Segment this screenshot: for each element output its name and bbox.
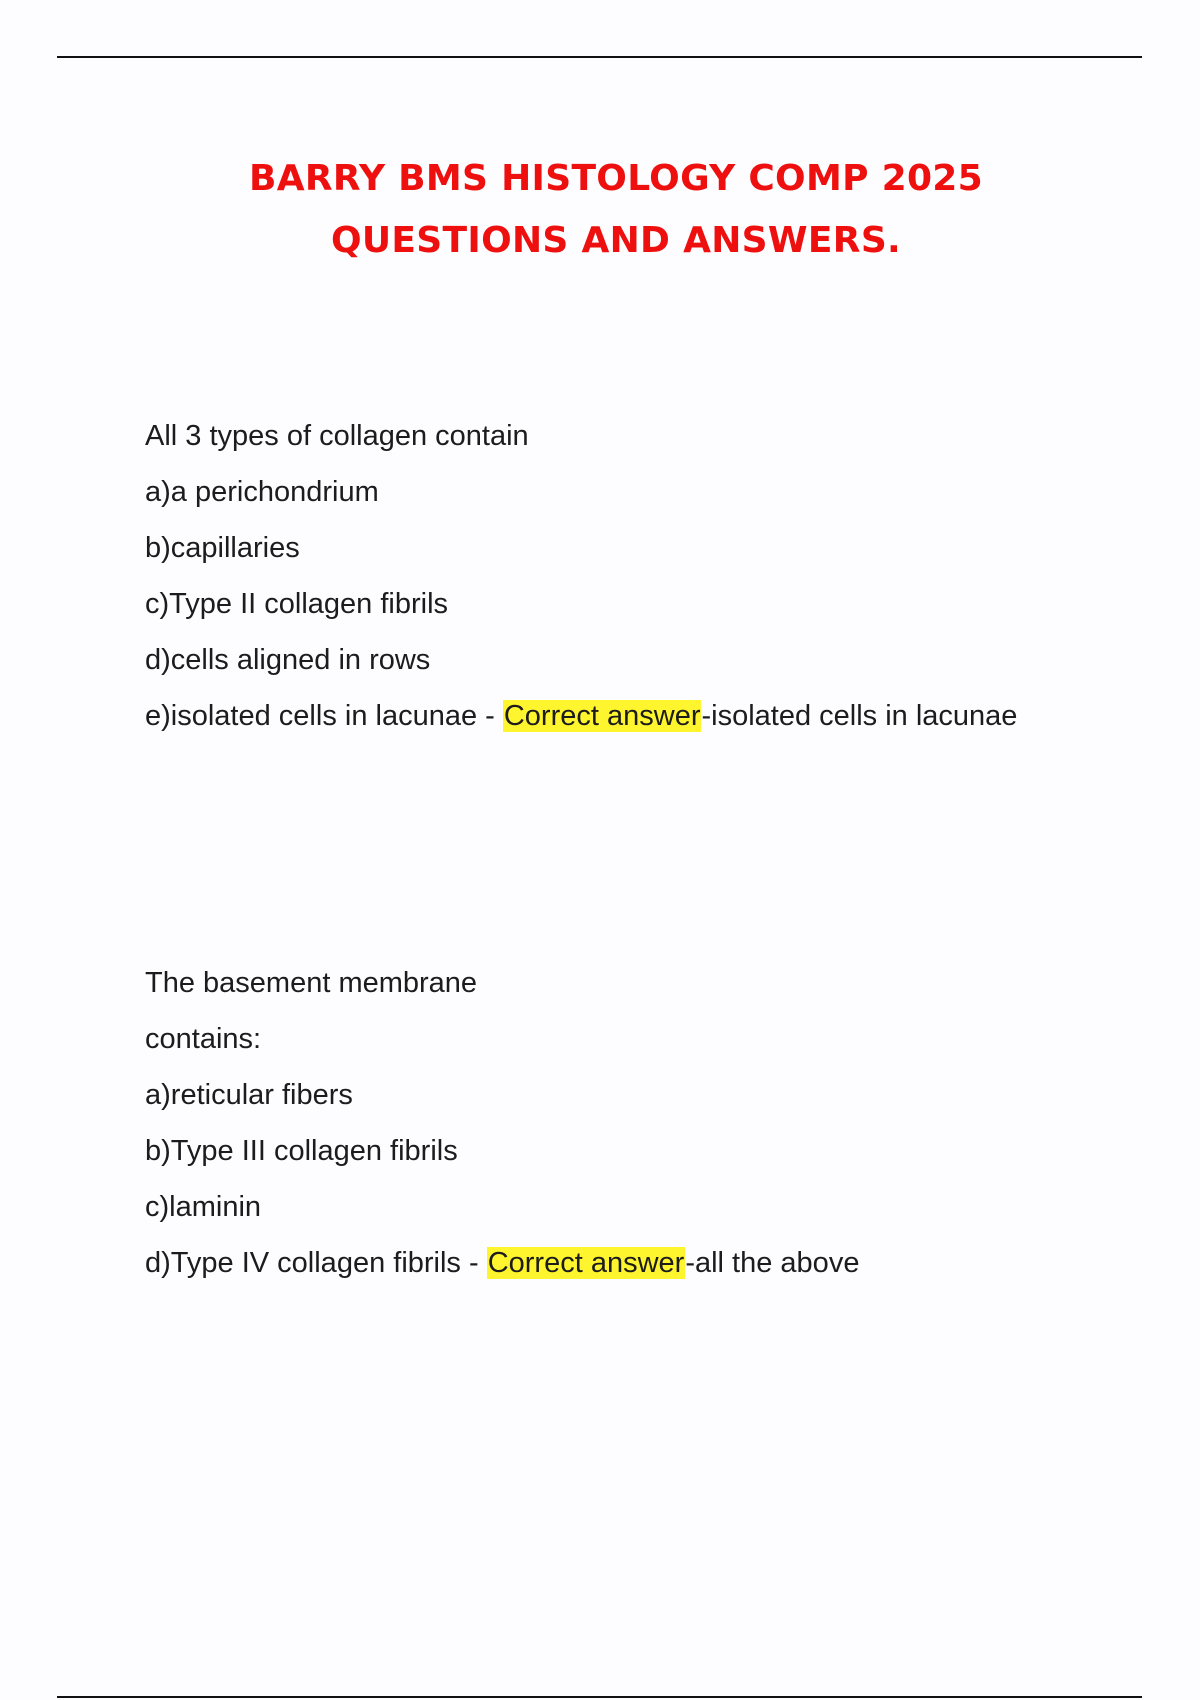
correct-answer-highlight: Correct answer [503, 700, 701, 732]
option-e: e)isolated cells in lacunae - [145, 700, 503, 732]
title-line-1: BARRY BMS HISTOLOGY COMP 2025 [249, 158, 983, 199]
option-d: d)cells aligned in rows [145, 644, 431, 676]
top-rule [57, 56, 1142, 58]
option-b: b)Type III collagen fibrils [145, 1135, 458, 1167]
question-stem-line-2: contains: [145, 1023, 262, 1055]
option-c: c)laminin [145, 1191, 262, 1223]
option-b: b)capillaries [145, 532, 300, 564]
option-c: c)Type II collagen fibrils [145, 588, 449, 620]
question-1 [145, 408, 1045, 736]
correct-answer-highlight: Correct answer [487, 1247, 685, 1279]
question-2 [145, 955, 1045, 1291]
bottom-rule [57, 1696, 1142, 1698]
title-line-2: QUESTIONS AND ANSWERS. [330, 220, 902, 261]
answer-text: -all the above [685, 1247, 860, 1279]
question-stem-line-1: The basement membrane [145, 967, 478, 999]
option-a: a)reticular fibers [145, 1079, 353, 1111]
document-title [0, 148, 1200, 272]
answer-text: -isolated cells in lacunae [701, 700, 1018, 732]
question-stem: All 3 types of collagen contain [145, 420, 529, 452]
option-d-with-answer [145, 1235, 1045, 1291]
option-d: d)Type IV collagen fibrils - [145, 1247, 487, 1279]
option-e-with-answer [145, 688, 1045, 736]
option-a: a)a perichondrium [145, 476, 379, 508]
